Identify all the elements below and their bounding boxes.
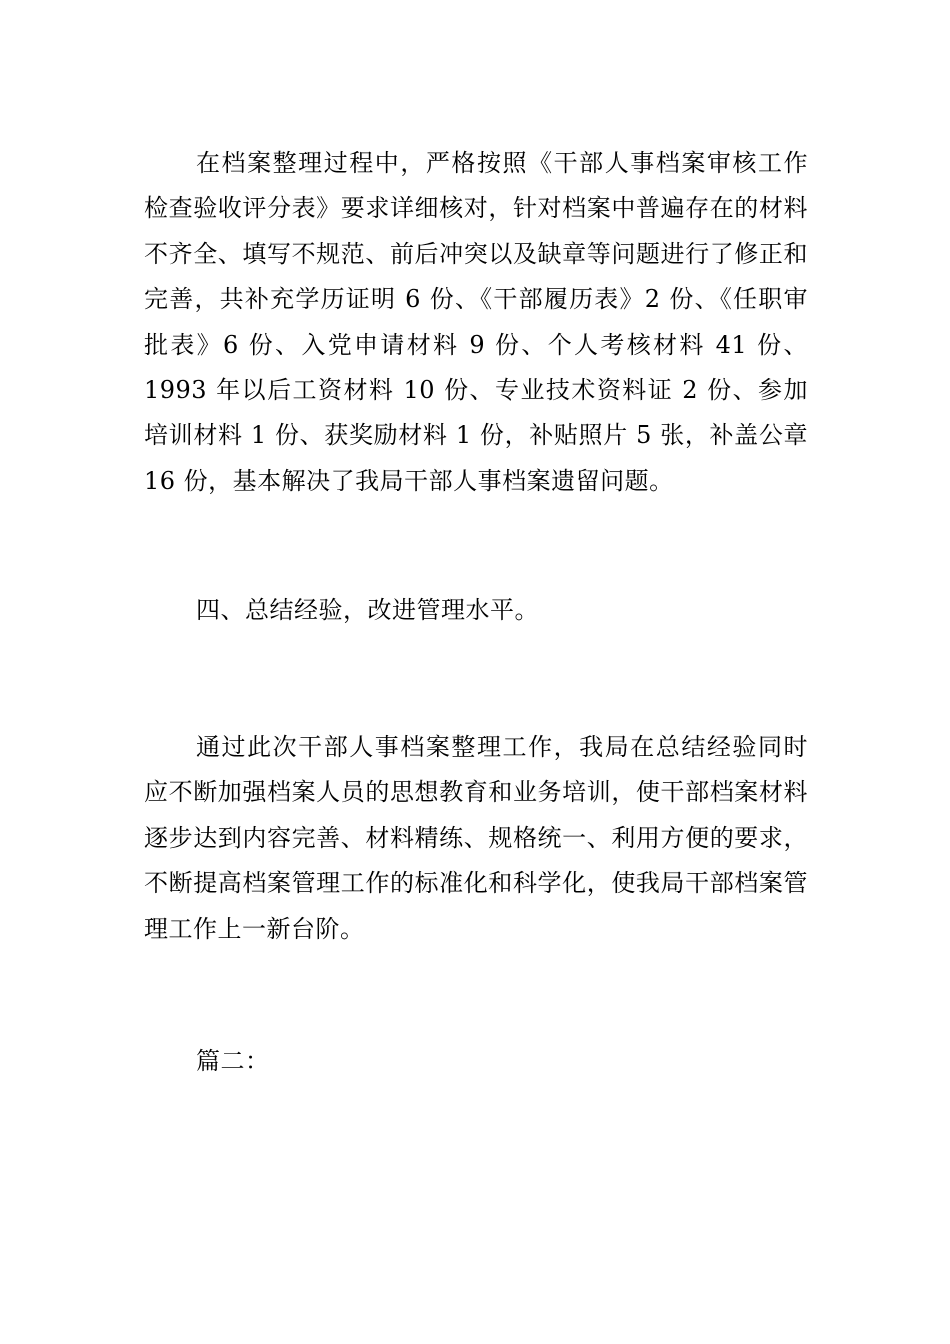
section-heading-summary: 四、总结经验，改进管理水平。 [196, 596, 539, 624]
part-label: 篇二： [196, 1047, 270, 1075]
body-paragraph-archive-review: 在档案整理过程中，严格按照《干部人事档案审核工作检查验收评分表》要求详细核对，针对档案中普遍存在的材料不齐全、填写不规范、前后冲突以及缺章等问题进行了修正和完善，共补充学历证明 6 份、《干部履历表》2 份、《任职审批表》6 份、入党申请材料 9 份、个人考核材料 41 份、1993 年以后工资材料 10 份、专业技术资料证 2 份、参加培训材料 1 份、获奖励材料 1 份，补贴照片 5 张，补盖公章 16 份，基本解决了我局干部人事档案遗留问题。 [144, 149, 808, 495]
body-paragraph-improvement: 通过此次干部人事档案整理工作，我局在总结经验同时应不断加强档案人员的思想教育和业务培训，使干部档案材料逐步达到内容完善、材料精练、规格统一、利用方便的要求，不断提高档案管理工作的标准化和科学化，使我局干部档案管理工作上一新台阶。 [144, 733, 808, 943]
